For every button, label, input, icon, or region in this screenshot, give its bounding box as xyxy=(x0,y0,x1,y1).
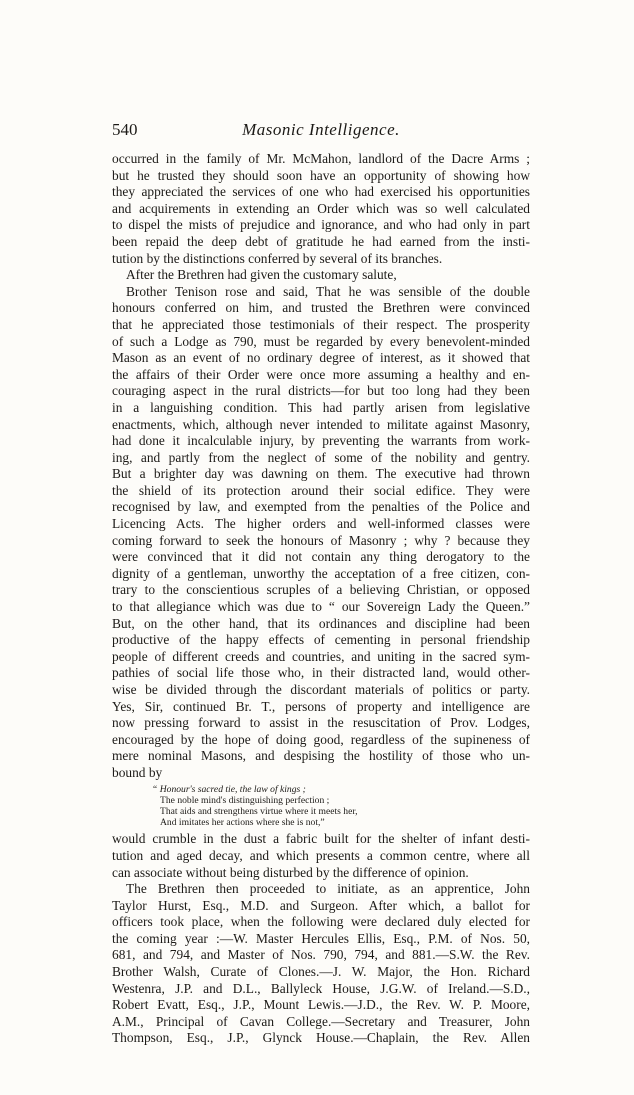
paragraph-tenison-speech xyxy=(112,284,530,782)
text-line: to dispel the mists of prejudice and ignorance, and who had only in part xyxy=(112,217,530,233)
text-line: Robert Evatt, Esq., J.P., Mount Lewis.—J.D., the Rev. W. P. Moore, xyxy=(112,997,530,1013)
verse-quotation xyxy=(152,784,530,829)
verse-line: That aids and strengthens virtue where it meets her, xyxy=(160,805,358,817)
paragraph-officers xyxy=(112,881,530,1047)
text-line: Thompson, Esq., J.P., Glynck House.—Chaplain, the Rev. Allen xyxy=(112,1030,530,1046)
text-line: productive of the happy effects of cementing in personal friendship xyxy=(112,632,530,648)
text-line: but he trusted they should soon have an opportunity of showing how xyxy=(112,167,530,183)
text-line: in a languishing condition. This had partly arisen from legislative xyxy=(112,399,530,415)
text-line: enactments, which, although never intended to militate against Masonry, xyxy=(112,416,530,432)
text-line: trary to the conscientious scruples of a believing Christian, or opposed xyxy=(112,582,530,598)
running-title: Masonic Intelligence. xyxy=(242,120,400,139)
text-body xyxy=(112,151,530,1047)
paragraph-continuation xyxy=(112,151,530,267)
text-line: bound by xyxy=(112,764,163,780)
text-line: people of different creeds and countries, and uniting in the sacred sym- xyxy=(112,648,530,664)
text-line: Westenra, J.P. and D.L., Ballyleck House, J.G.W. of Ireland.—S.D., xyxy=(112,980,530,996)
text-line: Brother Tenison rose and said, That he was sensible of the double xyxy=(126,283,530,299)
text-line: occurred in the family of Mr. McMahon, landlord of the Dacre Arms ; xyxy=(112,151,530,166)
text-line: mere nominal Masons, and despising the hostility of those who un- xyxy=(112,748,530,764)
text-line: they appreciated the services of one who had exercised his opportunities xyxy=(112,184,530,200)
text-line: now pressing forward to assist in the resuscitation of Prov. Lodges, xyxy=(112,715,530,731)
text-line: 681, and 794, and Master of Nos. 790, 794, and 881.—S.W. the Rev. xyxy=(112,947,530,963)
text-line: had done it incalculable injury, by preventing the warrants from work- xyxy=(112,433,530,449)
text-line: and acquirements in extending an Order which was so well calculated xyxy=(112,200,530,216)
text-line: recognised by law, and exempted from the penalties of the Police and xyxy=(112,499,530,515)
text-line: can associate without being disturbed by the difference of opinion. xyxy=(112,864,469,880)
text-line: Brother Walsh, Curate of Clones.—J. W. Major, the Hon. Richard xyxy=(112,964,530,980)
text-line: the affairs of their Order were once more assuming a healthy and en- xyxy=(112,366,530,382)
text-line: of such a Lodge as 790, must be regarded by every benevolent-minded xyxy=(112,333,530,349)
page-number: 540 xyxy=(112,120,138,139)
text-line: that he appreciated those testimonials of their respect. The prosperity xyxy=(112,316,530,332)
text-line: wise be divided through the discordant materials of politics or party. xyxy=(112,682,530,697)
text-line: The Brethren then proceeded to initiate, as an apprentice, John xyxy=(126,881,530,897)
text-line: tution by the distinctions conferred by several of its branches. xyxy=(112,250,443,266)
text-line: tution and aged decay, and which presents a common centre, where all xyxy=(112,847,530,863)
text-line: were convinced that it did not contain any thing derogatory to the xyxy=(112,549,530,565)
text-line: After the Brethren had given the customary salute, xyxy=(126,267,397,283)
text-line: would crumble in the dust a fabric built for the shelter of infant desti- xyxy=(112,831,530,847)
text-line: Mason as an event of no ordinary degree of interest, as it showed that xyxy=(112,350,530,366)
text-line: Taylor Hurst, Esq., M.D. and Surgeon. After which, a ballot for xyxy=(112,897,530,913)
verse-line: The noble mind's distinguishing perfection ; xyxy=(160,794,330,806)
text-line: Yes, Sir, continued Br. T., persons of property and intelligence are xyxy=(112,698,530,714)
verse-line: “ Honour's sacred tie, the law of kings ; xyxy=(152,783,306,795)
text-line: the shield of its protection around their social edifice. They were xyxy=(112,482,530,498)
text-line: ing, and partly from the neglect of some of the nobility and gentry. xyxy=(112,449,530,465)
page-header xyxy=(112,120,530,142)
text-line: coming forward to seek the honours of Masonry ; why ? because they xyxy=(112,532,530,548)
paragraph-fabric xyxy=(112,831,530,881)
text-line: pathies of social life those who, in their distracted land, would other- xyxy=(112,665,530,681)
text-line: But, on the other hand, that its ordinances and discipline had been xyxy=(112,615,530,631)
text-line: dignity of a gentleman, unworthy the acceptation of a free citizen, con- xyxy=(112,565,530,581)
text-line: Licencing Acts. The higher orders and well-informed classes were xyxy=(112,516,530,532)
text-line: honours conferred on him, and trusted the Brethren were convinced xyxy=(112,300,530,316)
text-line: But a brighter day was dawning on them. The executive had thrown xyxy=(112,466,530,482)
text-line: A.M., Principal of Cavan College.—Secretary and Treasurer, John xyxy=(112,1013,530,1029)
text-line: couraging aspect in the rural districts—for but too long had they been xyxy=(112,383,530,399)
text-line: officers took place, when the following were declared duly elected for xyxy=(112,914,530,930)
text-line: encouraged by the hope of doing good, regardless of the supineness of xyxy=(112,731,530,747)
text-line: to that allegiance which was due to “ our Sovereign Lady the Queen.” xyxy=(112,599,530,615)
paragraph-salute xyxy=(112,267,530,284)
text-line: been repaid the deep debt of gratitude he had earned from the insti- xyxy=(112,233,530,249)
text-line: the coming year :—W. Master Hercules Ellis, Esq., P.M. of Nos. 50, xyxy=(112,930,530,946)
verse-line: And imitates her actions where she is not,” xyxy=(160,817,325,829)
